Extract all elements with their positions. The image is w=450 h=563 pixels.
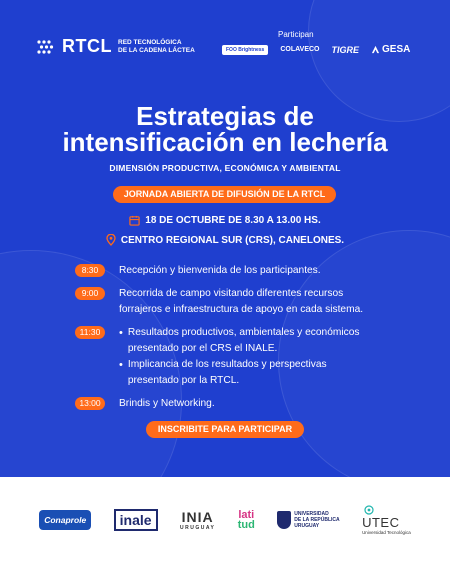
schedule-text: Recepción y bienvenida de los participantes. bbox=[119, 265, 321, 276]
dots-logo-icon bbox=[36, 39, 58, 55]
latitud-logo: lati tud bbox=[237, 509, 255, 531]
utec-logo: UTEC Universidad Tecnológica bbox=[362, 505, 411, 535]
sponsors-footer bbox=[0, 477, 450, 563]
schedule-item bbox=[75, 325, 410, 389]
logo-text: RTCL bbox=[62, 36, 112, 56]
calendar-icon bbox=[129, 215, 140, 226]
partner-logo: GESA bbox=[371, 44, 410, 55]
header bbox=[36, 30, 420, 70]
time-badge: 13:00 bbox=[75, 397, 105, 410]
schedule-text: Recorrida de campo visitando diferentes recursos bbox=[119, 288, 344, 299]
conaprole-logo: Conaprole bbox=[39, 510, 91, 530]
bullet-item: • Implicancia de los resultados y perspectivas presentado por la RTCL. bbox=[119, 357, 359, 389]
schedule-text: forrajeros e infraestructura de apoyo en cada sistema. bbox=[119, 304, 364, 315]
partners-label: Participan bbox=[278, 30, 314, 39]
partner-logo: TIGRE bbox=[331, 44, 360, 55]
time-badge: 9:00 bbox=[75, 287, 105, 300]
gesa-mark-icon bbox=[371, 45, 380, 54]
schedule-text: Resultados productivos, ambientales y económicos bbox=[127, 327, 360, 338]
schedule-text: presentado por el CRS el INALE. bbox=[127, 343, 278, 354]
schedule-text: Implicancia de los resultados y perspectivas bbox=[127, 359, 327, 370]
time-badge: 8:30 bbox=[75, 264, 105, 277]
register-button[interactable]: INSCRIBITE PARA PARTICIPAR bbox=[146, 421, 304, 438]
inale-logo: inale bbox=[114, 509, 158, 531]
place-row bbox=[0, 234, 450, 246]
schedule-item bbox=[75, 396, 410, 412]
partner-logo: FOO Brightness bbox=[222, 45, 268, 55]
schedule-item bbox=[75, 263, 410, 279]
event-date: 18 DE OCTUBRE DE 8.30 A 13.00 HS. bbox=[145, 215, 321, 226]
partner-logo: COLAVECO bbox=[280, 46, 320, 53]
schedule-item bbox=[75, 286, 410, 318]
schedule-text: presentado por la RTCL. bbox=[127, 375, 240, 386]
subtitle: DIMENSIÓN PRODUCTIVA, ECONÓMICA Y AMBIENTAL bbox=[109, 163, 341, 173]
bullet-item: • Resultados productivos, ambientales y económicos presentado por el CRS el INALE. bbox=[119, 325, 359, 357]
time-badge: 11:30 bbox=[75, 326, 105, 339]
rtcl-logo bbox=[36, 36, 195, 57]
location-pin-icon bbox=[106, 234, 116, 246]
jornada-badge: JORNADA ABIERTA DE DIFUSIÓN DE LA RTCL bbox=[113, 186, 336, 203]
schedule-text: Brindis y Networking. bbox=[119, 398, 215, 409]
page-title: Estrategias de intensificación en lechería bbox=[62, 101, 388, 157]
udelar-logo: UNIVERSIDAD DE LA REPÚBLICA URUGUAY bbox=[277, 511, 339, 529]
event-place: CENTRO REGIONAL SUR (CRS), CANELONES. bbox=[120, 234, 345, 246]
partners-logos bbox=[222, 44, 410, 55]
date-row bbox=[0, 215, 450, 226]
schedule bbox=[75, 263, 410, 419]
inia-logo: INIA URUGUAY bbox=[179, 509, 216, 531]
utec-mark-icon bbox=[362, 505, 376, 515]
logo-subtitle: RED TECNOLÓGICA DE LA CADENA LÁCTEA bbox=[118, 38, 195, 54]
shield-icon bbox=[277, 511, 291, 529]
